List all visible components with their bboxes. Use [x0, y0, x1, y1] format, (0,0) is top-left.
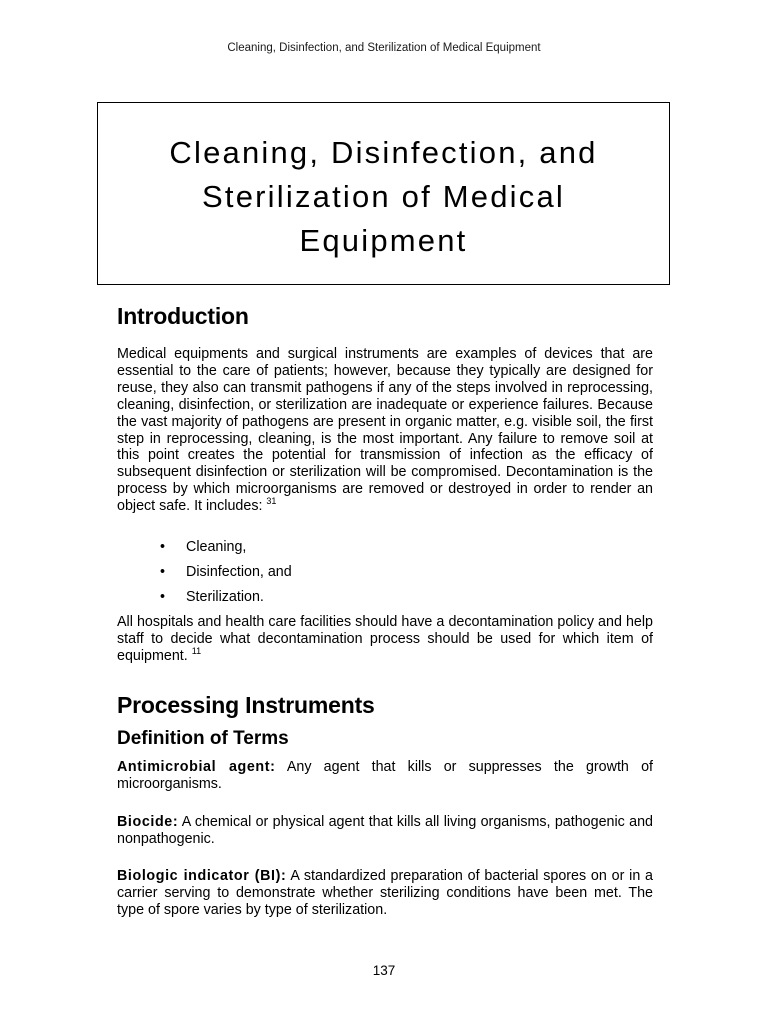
bullet-label: Disinfection, and [186, 564, 292, 580]
introduction-paragraph [117, 346, 653, 515]
definition-of-terms-heading: Definition of Terms [117, 728, 289, 749]
bullet-icon: • [160, 589, 166, 605]
bullet-icon: • [160, 539, 166, 555]
page-number: 137 [372, 963, 396, 978]
document-title [97, 131, 670, 263]
title-line: Equipment [299, 223, 468, 258]
bullet-label: Sterilization. [186, 589, 264, 605]
decontamination-policy-text: All hospitals and health care facilities should have a decontamination policy and help staff to decide what decontamination process should be used for which item of equipment. [117, 614, 653, 664]
title-line: Cleaning, Disinfection, and [169, 135, 598, 170]
reference-31: 31 [266, 496, 277, 507]
definition-term: Biocide: [117, 814, 179, 830]
introduction-heading: Introduction [117, 303, 249, 329]
decontamination-policy-paragraph [117, 614, 653, 665]
bullet-icon: • [160, 564, 166, 580]
introduction-paragraph-text: Medical equipments and surgical instruments are examples of devices that are essential to the care of patients; however, because they typically are designed for reuse, they also can transmit pathogens if any of the steps involved in reprocessing, cleaning, disinfection, or sterilization are inadequate or experience failures. Because the vast majority of pathogens are present in organic matter, e.g. visible soil, the first step in reprocessing, cleaning, is the most important. Any failure to remove soil at this point creates the potential for transmission of infection as the efficacy of subsequent disinfection or sterilization will be compromised. Decontamination is the process by which microorganisms are removed or destroyed in order to render an object safe. It includes: [117, 346, 653, 515]
definition-text: Any agent that kills or suppresses the growth of microorganisms. [117, 759, 653, 792]
bullet-label: Cleaning, [186, 539, 247, 555]
running-header: Cleaning, Disinfection, and Sterilization of Medical Equipment [227, 42, 541, 54]
definition-text: A standardized preparation of bacterial spores on or in a carrier serving to demonstrate whether sterilizing conditions have been met. The type of spore varies by type of sterilization. [117, 868, 654, 918]
definition-term: Antimicrobial agent: [117, 759, 276, 775]
definition-biocide [117, 814, 653, 848]
reference-11: 11 [191, 645, 202, 656]
processing-instruments-heading: Processing Instruments [117, 692, 375, 718]
definition-text: A chemical or physical agent that kills all living organisms, pathogenic and nonpathogenic. [117, 814, 653, 847]
title-line: Sterilization of Medical [202, 179, 565, 214]
definition-term: Biologic indicator (BI): [117, 868, 287, 884]
definition-antimicrobial-agent [117, 759, 653, 793]
definition-biologic-indicator [117, 868, 653, 919]
